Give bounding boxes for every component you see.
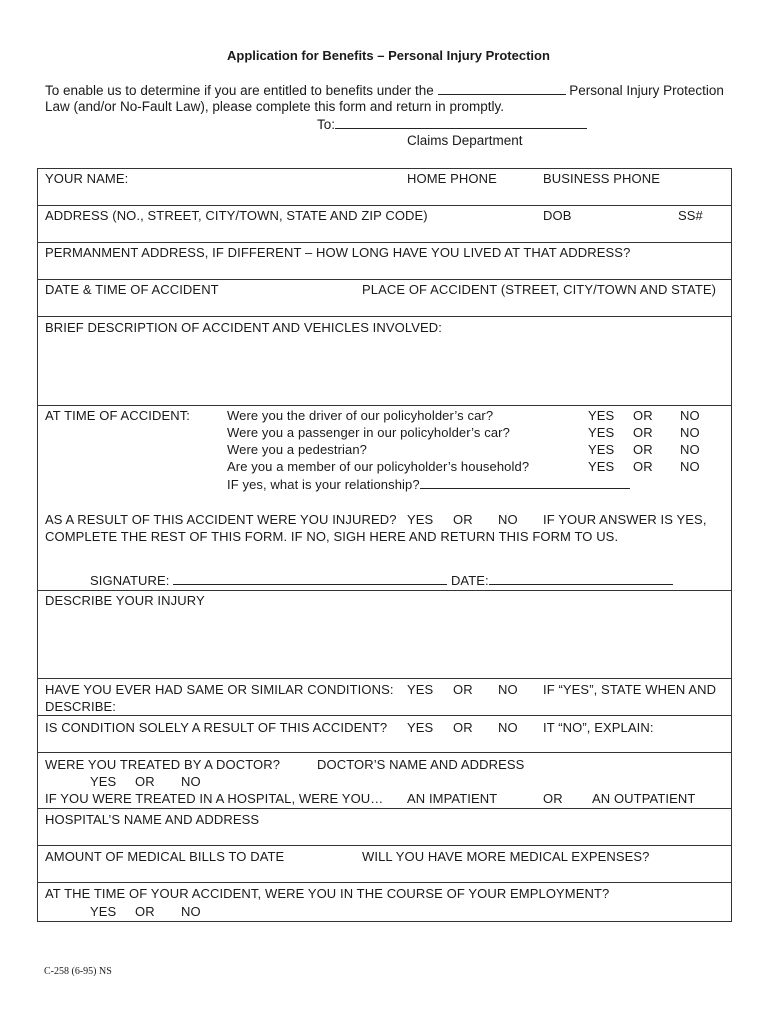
similar-describe[interactable]: DESCRIBE: [45, 699, 116, 714]
date-blank[interactable] [489, 572, 673, 585]
no-option[interactable]: NO [680, 459, 700, 474]
permanent-address-field[interactable]: PERMANMENT ADDRESS, IF DIFFERENT – HOW LONG HAVE YOU LIVED AT THAT ADDRESS? [45, 245, 631, 260]
row-divider [37, 205, 732, 206]
yes-option[interactable]: YES [407, 720, 434, 735]
row-divider [37, 405, 732, 406]
state-blank-line[interactable] [438, 82, 566, 95]
similar-if-yes: IF “YES”, STATE WHEN AND [543, 682, 717, 697]
yes-option[interactable]: YES [90, 904, 117, 919]
or-text: OR [633, 408, 653, 423]
row-divider [37, 882, 732, 883]
row-divider [37, 316, 732, 317]
yes-option[interactable]: YES [407, 682, 434, 697]
no-option[interactable]: NO [680, 442, 700, 457]
no-option[interactable]: NO [181, 774, 201, 789]
intro-line-2: Law (and/or No-Fault Law), please complete this form and return in promptly. [45, 99, 504, 114]
to-label: To: [317, 117, 336, 132]
relationship-line [227, 476, 630, 492]
solely-if-no[interactable]: IT “NO”, EXPLAIN: [543, 720, 654, 735]
home-phone-field[interactable]: HOME PHONE [407, 171, 497, 186]
row-divider [37, 808, 732, 809]
more-expenses-field[interactable]: WILL YOU HAVE MORE MEDICAL EXPENSES? [362, 849, 650, 864]
dob-field[interactable]: DOB [543, 208, 572, 223]
injured-question: AS A RESULT OF THIS ACCIDENT WERE YOU INJURED? [45, 512, 397, 527]
accident-datetime-field[interactable]: DATE & TIME OF ACCIDENT [45, 282, 219, 297]
hospital-name-field[interactable]: HOSPITAL’S NAME AND ADDRESS [45, 812, 260, 827]
address-field[interactable]: ADDRESS (NO., STREET, CITY/TOWN, STATE AND ZIP CODE) [45, 208, 428, 223]
doctor-name-field[interactable]: DOCTOR’S NAME AND ADDRESS [317, 757, 525, 772]
intro-text-a: To enable us to determine if you are entitled to benefits under the [45, 83, 434, 98]
row-divider [37, 678, 732, 679]
row-divider [37, 279, 732, 280]
medical-bills-field[interactable]: AMOUNT OF MEDICAL BILLS TO DATE [45, 849, 285, 864]
business-phone-field[interactable]: BUSINESS PHONE [543, 171, 660, 186]
intro-line-1 [45, 82, 724, 98]
no-option[interactable]: NO [680, 408, 700, 423]
date-label: DATE: [450, 573, 489, 588]
doctor-question: WERE YOU TREATED BY A DOCTOR? [45, 757, 281, 772]
yes-option[interactable]: YES [588, 425, 615, 440]
row-divider [37, 752, 732, 753]
yes-option[interactable]: YES [407, 512, 434, 527]
your-name-field[interactable]: YOUR NAME: [45, 171, 129, 186]
to-blank-line[interactable] [335, 116, 587, 129]
no-option[interactable]: NO [181, 904, 201, 919]
signature-blank[interactable] [173, 572, 447, 585]
intro-text-b: Personal Injury Protection [569, 83, 724, 98]
row-divider [37, 242, 732, 243]
relationship-blank[interactable] [420, 476, 630, 489]
yes-option[interactable]: YES [90, 774, 117, 789]
form-title: Application for Benefits – Personal Injury Protection [227, 48, 550, 63]
relationship-label: IF yes, what is your relationship? [227, 477, 420, 492]
describe-injury-field[interactable]: DESCRIBE YOUR INJURY [45, 593, 205, 608]
injured-if-yes: IF YOUR ANSWER IS YES, [543, 512, 707, 527]
question-pedestrian: Were you a pedestrian? [227, 442, 367, 457]
claims-department: Claims Department [407, 133, 523, 148]
similar-conditions-question: HAVE YOU EVER HAD SAME OR SIMILAR CONDITIONS: [45, 682, 394, 697]
or-text: OR [453, 682, 473, 697]
yes-option[interactable]: YES [588, 442, 615, 457]
yes-option[interactable]: YES [588, 408, 615, 423]
row-divider [37, 590, 732, 591]
no-option[interactable]: NO [498, 512, 518, 527]
or-text: OR [633, 425, 653, 440]
no-option[interactable]: NO [498, 682, 518, 697]
employment-question: AT THE TIME OF YOUR ACCIDENT, WERE YOU IN THE COURSE OF YOUR EMPLOYMENT? [45, 886, 610, 901]
or-text: OR [135, 774, 155, 789]
to-line [317, 116, 587, 132]
row-divider [37, 845, 732, 846]
question-passenger: Were you a passenger in our policyholder’s car? [227, 425, 510, 440]
hospital-question: IF YOU WERE TREATED IN A HOSPITAL, WERE YOU… [45, 791, 384, 806]
time-of-accident-label: AT TIME OF ACCIDENT: [45, 408, 191, 423]
or-text: OR [633, 459, 653, 474]
or-text: OR [543, 791, 563, 806]
injured-instructions: COMPLETE THE REST OF THIS FORM. IF NO, SIGH HERE AND RETURN THIS FORM TO US. [45, 529, 619, 544]
or-text: OR [135, 904, 155, 919]
no-option[interactable]: NO [680, 425, 700, 440]
ssn-field[interactable]: SS# [678, 208, 703, 223]
signature-label: SIGNATURE: [90, 573, 170, 588]
question-household: Are you a member of our policyholder’s household? [227, 459, 530, 474]
or-text: OR [453, 512, 473, 527]
form-number: C-258 (6-95) NS [44, 966, 112, 977]
yes-option[interactable]: YES [588, 459, 615, 474]
or-text: OR [633, 442, 653, 457]
accident-description-field[interactable]: BRIEF DESCRIPTION OF ACCIDENT AND VEHICLES INVOLVED: [45, 320, 442, 335]
row-divider [37, 715, 732, 716]
solely-question: IS CONDITION SOLELY A RESULT OF THIS ACCIDENT? [45, 720, 388, 735]
signature-line [90, 572, 673, 588]
outpatient-option[interactable]: AN OUTPATIENT [592, 791, 696, 806]
accident-place-field[interactable]: PLACE OF ACCIDENT (STREET, CITY/TOWN AND STATE) [362, 282, 717, 297]
no-option[interactable]: NO [498, 720, 518, 735]
or-text: OR [453, 720, 473, 735]
inpatient-option[interactable]: AN IMPATIENT [407, 791, 498, 806]
question-driver: Were you the driver of our policyholder’s car? [227, 408, 494, 423]
